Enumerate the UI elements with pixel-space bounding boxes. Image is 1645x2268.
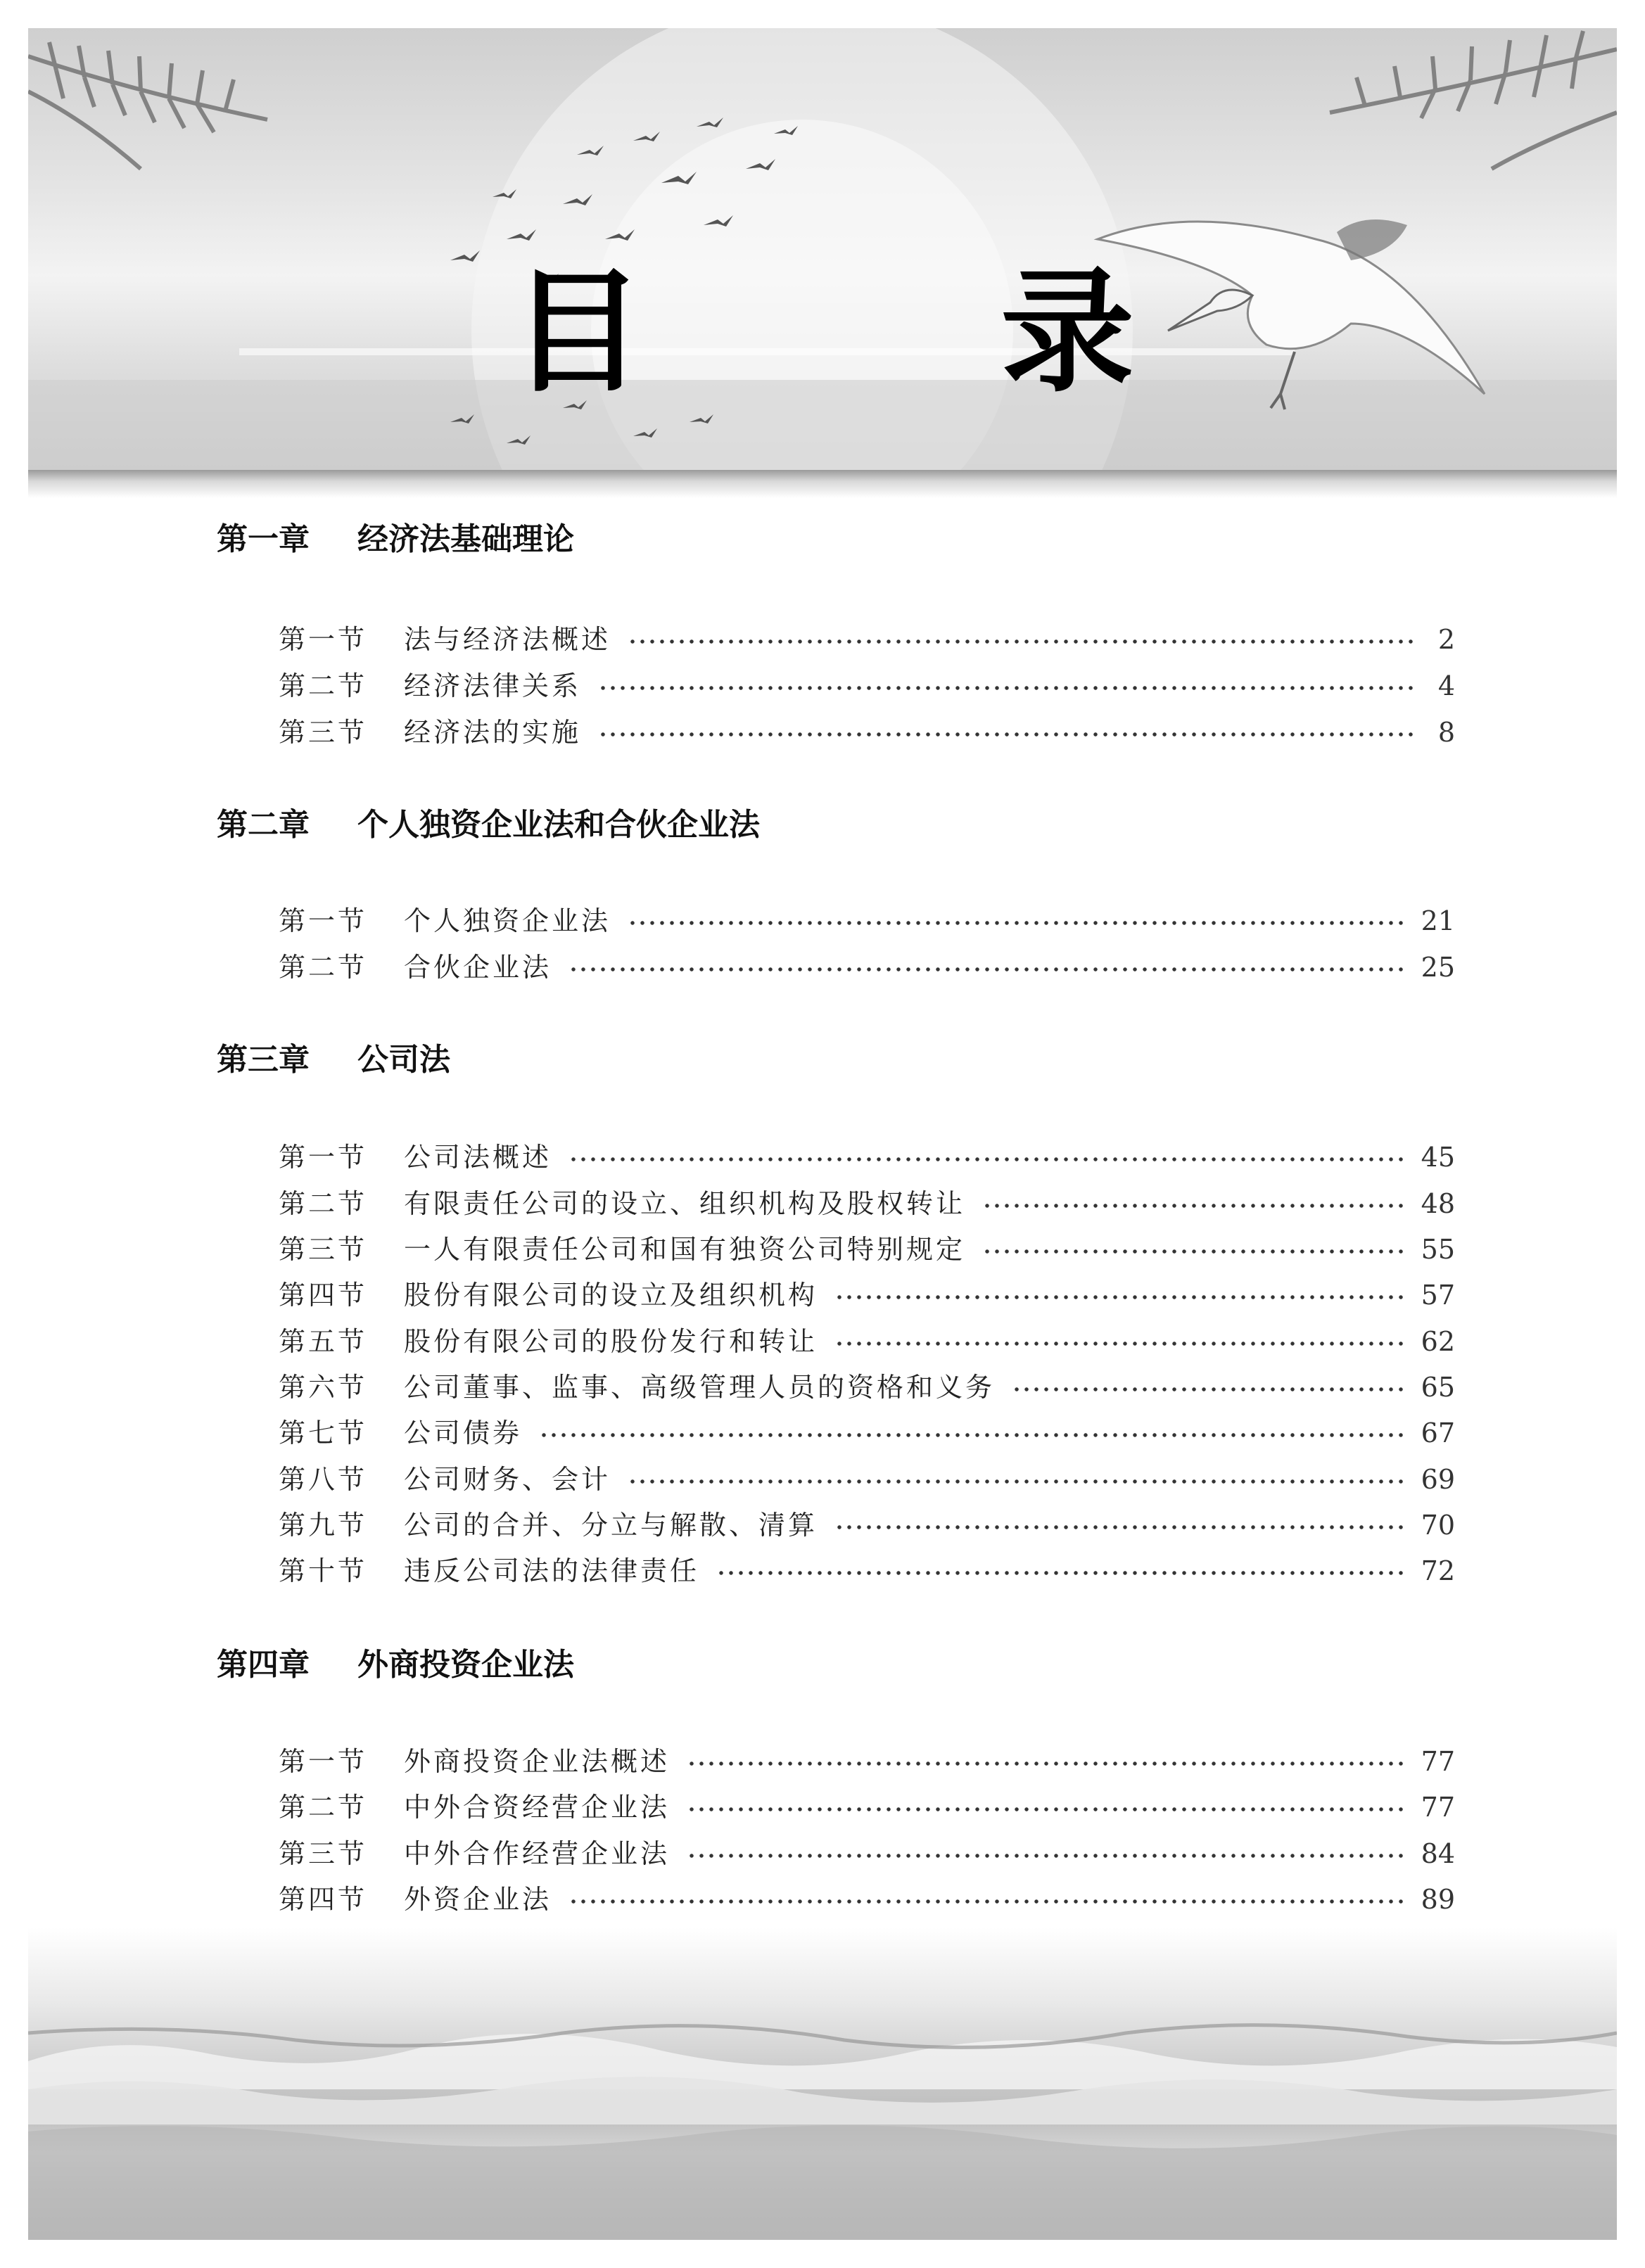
section-title: 违反公司法的法律责任	[404, 1555, 700, 1586]
section-title: 中外合资经营企业法	[404, 1792, 671, 1823]
section-title: 一人有限责任公司和国有独资公司特别规定	[404, 1234, 966, 1265]
section-number: 第三节	[279, 1234, 368, 1265]
toc-entry[interactable]	[279, 711, 1455, 750]
page-number: 69	[1421, 1464, 1455, 1495]
section-number: 第一节	[279, 1142, 368, 1173]
section-title: 有限责任公司的设立、组织机构及股权转让	[404, 1188, 966, 1219]
section-number: 第十节	[279, 1555, 368, 1586]
page-number: 77	[1421, 1746, 1455, 1777]
chapter-title: 个人独资企业法和合伙企业法	[357, 807, 760, 843]
page-number: 84	[1421, 1838, 1455, 1869]
section-number: 第五节	[279, 1326, 368, 1357]
toc-entry[interactable]	[279, 1365, 1455, 1405]
toc-entry[interactable]	[279, 1135, 1455, 1175]
toc-entry[interactable]	[279, 1878, 1455, 1917]
section-number: 第七节	[279, 1418, 368, 1448]
section-title: 公司财务、会计	[404, 1464, 611, 1495]
dot-leader	[834, 1294, 1409, 1301]
section-number: 第二节	[279, 1188, 368, 1219]
chapter-heading[interactable]	[217, 1639, 574, 1684]
page-number: 4	[1437, 670, 1455, 701]
section-title: 经济法律关系	[404, 670, 582, 701]
toc-entry[interactable]	[279, 1740, 1455, 1779]
section-number: 第四节	[279, 1280, 368, 1311]
page-number: 65	[1421, 1372, 1455, 1403]
toc-entry[interactable]	[279, 1273, 1455, 1313]
section-title: 法与经济法概述	[404, 624, 611, 655]
section-number: 第三节	[279, 1838, 368, 1869]
section-number: 第二节	[279, 670, 368, 701]
page-number: 57	[1421, 1280, 1455, 1311]
dot-leader	[834, 1524, 1409, 1531]
page	[28, 28, 1617, 2240]
chapter-title: 外商投资企业法	[357, 1647, 574, 1683]
header-banner	[28, 28, 1617, 478]
dot-leader	[1012, 1386, 1409, 1393]
banner-divider	[28, 470, 1617, 498]
section-number: 第一节	[279, 1746, 368, 1777]
toc-entry[interactable]	[279, 945, 1455, 985]
toc-entry[interactable]	[279, 899, 1455, 938]
section-number: 第四节	[279, 1884, 368, 1915]
section-title: 中外合作经营企业法	[404, 1838, 671, 1869]
page-number: 2	[1437, 624, 1455, 655]
page-number: 72	[1421, 1555, 1455, 1586]
toc-entry[interactable]	[279, 618, 1455, 657]
chapter-number: 第二章	[217, 807, 310, 843]
section-title: 合伙企业法	[404, 952, 552, 983]
section-number: 第二节	[279, 1792, 368, 1823]
dot-leader	[598, 731, 1414, 738]
page-number: 89	[1421, 1884, 1455, 1915]
page-number: 21	[1421, 905, 1455, 936]
section-number: 第六节	[279, 1372, 368, 1403]
dot-leader	[716, 1569, 1409, 1576]
page-number: 8	[1437, 717, 1455, 748]
section-number: 第一节	[279, 624, 368, 655]
palm-right-icon	[1330, 31, 1617, 169]
toc-entry[interactable]	[279, 1228, 1455, 1267]
palm-left-icon	[28, 42, 267, 169]
section-number: 第一节	[279, 905, 368, 936]
chapter-heading[interactable]	[217, 514, 574, 559]
dot-leader	[834, 1340, 1409, 1347]
section-number: 第二节	[279, 952, 368, 983]
toc-entry[interactable]	[279, 1785, 1455, 1825]
toc-entry[interactable]	[279, 1458, 1455, 1497]
chapter-number: 第三章	[217, 1042, 310, 1078]
dot-leader	[687, 1852, 1409, 1859]
chapter-heading[interactable]	[217, 799, 760, 844]
toc-entry[interactable]	[279, 1832, 1455, 1871]
dot-leader	[628, 919, 1409, 926]
section-title: 股份有限公司的设立及组织机构	[404, 1280, 818, 1311]
page-number: 48	[1421, 1188, 1455, 1219]
dot-leader	[569, 1898, 1409, 1905]
toc-entry[interactable]	[279, 1320, 1455, 1359]
chapter-number: 第四章	[217, 1647, 310, 1683]
dot-leader	[569, 966, 1409, 973]
page-number: 55	[1421, 1234, 1455, 1265]
section-title: 公司董事、监事、高级管理人员的资格和义务	[404, 1372, 996, 1403]
chapter-title: 经济法基础理论	[357, 521, 574, 557]
chapter-number: 第一章	[217, 521, 310, 557]
section-number: 第八节	[279, 1464, 368, 1495]
section-number: 第三节	[279, 717, 368, 748]
toc-entry[interactable]	[279, 1182, 1455, 1221]
chapter-heading[interactable]	[217, 1034, 450, 1079]
toc-entry[interactable]	[279, 1503, 1455, 1543]
sea-waves-icon	[28, 1928, 1617, 2240]
dot-leader	[539, 1432, 1409, 1439]
page-number: 25	[1421, 952, 1455, 983]
section-title: 外商投资企业法概述	[404, 1746, 671, 1777]
section-title: 外资企业法	[404, 1884, 552, 1915]
dot-leader	[687, 1760, 1409, 1767]
toc-entry[interactable]	[279, 664, 1455, 703]
section-title: 个人独资企业法	[404, 905, 611, 936]
dot-leader	[569, 1156, 1409, 1163]
dot-leader	[598, 684, 1414, 692]
page-number: 70	[1421, 1510, 1455, 1541]
toc-entry[interactable]	[279, 1549, 1455, 1588]
section-title: 经济法的实施	[404, 717, 582, 748]
chapter-title: 公司法	[357, 1042, 450, 1078]
page-number: 77	[1421, 1792, 1455, 1823]
page-number: 67	[1421, 1418, 1455, 1448]
dot-leader	[628, 638, 1414, 645]
section-title: 公司债券	[404, 1418, 523, 1448]
toc-entry[interactable]	[279, 1411, 1455, 1451]
section-title: 股份有限公司的股份发行和转让	[404, 1326, 818, 1357]
section-number: 第九节	[279, 1510, 368, 1541]
page-title: 目 录	[510, 255, 1290, 410]
page-number: 62	[1421, 1326, 1455, 1357]
dot-leader	[982, 1202, 1409, 1209]
page-number: 45	[1421, 1142, 1455, 1173]
section-title: 公司法概述	[404, 1142, 552, 1173]
footer-banner	[28, 1928, 1617, 2240]
section-title: 公司的合并、分立与解散、清算	[404, 1510, 818, 1541]
dot-leader	[982, 1248, 1409, 1255]
dot-leader	[687, 1806, 1409, 1813]
dot-leader	[628, 1478, 1409, 1485]
